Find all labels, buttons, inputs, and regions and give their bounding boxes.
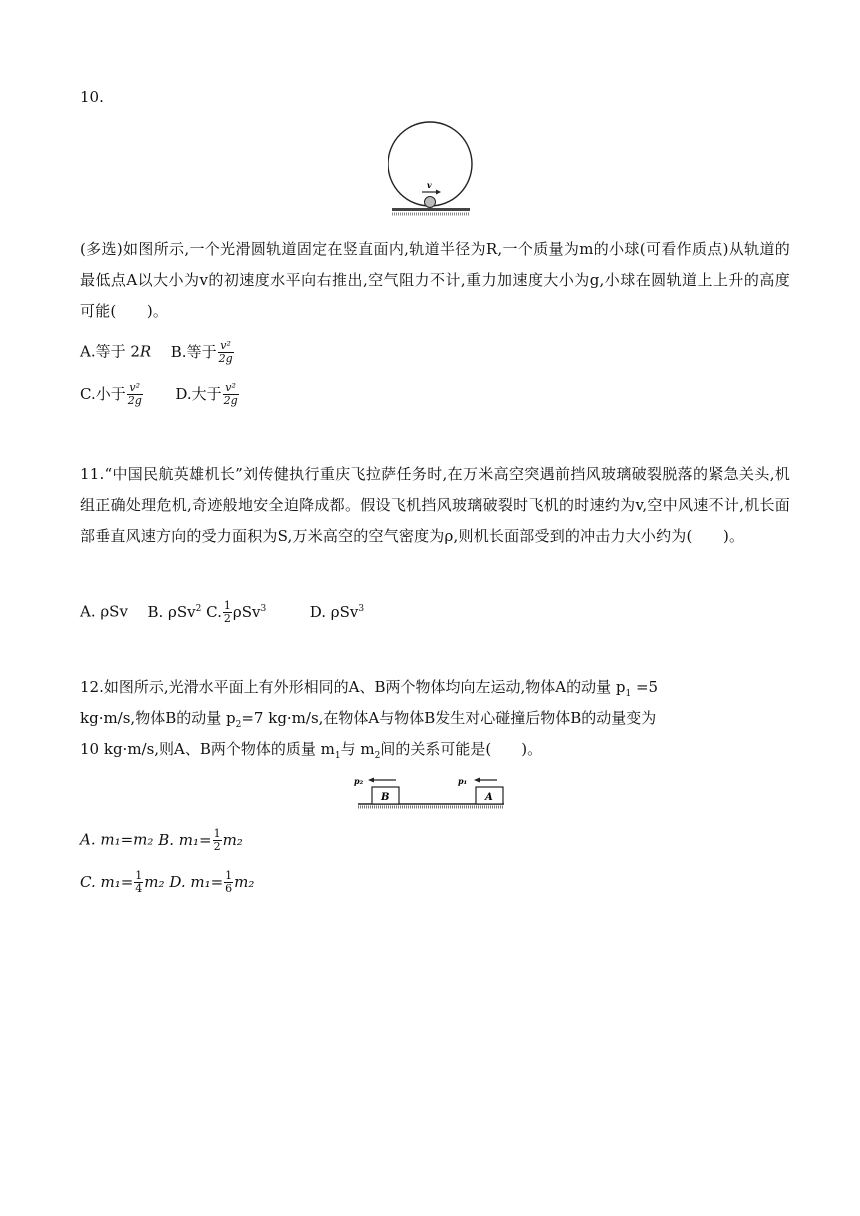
q12-stem-line3: 10 kg·m/s,则A、B两个物体的质量 $m_1$与 $m_2$间的关系可能是( )。	[80, 740, 543, 761]
momentum-p1-label: p₁	[458, 776, 468, 786]
velocity-label: v	[427, 180, 432, 190]
q11-option-b: B. ρSv$^2$	[147, 602, 202, 621]
block-b-label: B	[381, 792, 390, 803]
q12-stem-line1: 12.如图所示,光滑水平面上有外形相同的A、B两个物体均向左运动,物体A的动量 $p_1 =5$	[80, 678, 659, 699]
q10-number: 10.	[80, 88, 104, 106]
q12-figure-blocks	[354, 770, 508, 812]
q11-option-a: A. ρSv	[80, 602, 128, 621]
q10-options-row2	[80, 382, 240, 407]
q11-options	[80, 600, 364, 625]
q12-option-a: A. m₁=m₂	[80, 830, 154, 849]
q12-stem-line2: kg·m/s,物体B的动量 $p_2=7$ kg·m/s,在物体A与物体B发生对心碰撞后物体B的动量变为	[80, 709, 657, 730]
q10-option-d: D.大于 $\frac{\text{v²}}{2g}$	[175, 381, 238, 407]
q10-stem: (多选)如图所示,一个光滑圆轨道固定在竖直面内,轨道半径为R,一个质量为m的小球(可看作质点)从轨道的最低点A以大小为v的初速度水平向右推出,空气阻力不计,重力加速度大小为g,小球在圆轨道上上升的高度可能( )。	[80, 240, 790, 320]
q12-option-b: B. m₁= $\frac{1}{2}$ m₂	[158, 827, 243, 853]
q12-options-row1	[80, 828, 243, 853]
q12-options-row2	[80, 870, 254, 895]
momentum-p2-label: p₂	[354, 776, 364, 786]
q12-option-d: D. m₁= $\frac{1}{6}$ m₂	[169, 869, 255, 895]
q11-option-d: D. ρSv$^3$	[309, 602, 365, 621]
q11-stem: 11.“中国民航英雄机长”刘传健执行重庆飞拉萨任务时,在万米高空突遇前挡风玻璃破裂脱落的紧急关头,机组正确处理危机,奇迹般地安全迫降成都。假设飞机挡风玻璃破裂时飞机的时速约为v,空中风速不计,机长面部垂直风速方向的受力面积为S,万米高空的空气密度为ρ,则机长面部受到的冲击力大小约为( )。	[80, 465, 790, 545]
q10-option-b: B.等于 $\frac{\text{v²}}{2g}$	[170, 339, 233, 365]
q10-option-a: A.等于 2R	[80, 342, 152, 361]
q10-option-c: C.小于 $\frac{\text{v²}}{2g}$	[80, 381, 142, 407]
q12-option-c: C. m₁= $\frac{1}{4}$ m₂	[80, 869, 165, 895]
q11-option-c: C. $\frac{1}{2}$ ρSv$^3$	[206, 599, 267, 625]
q10-options-row1	[80, 340, 235, 365]
q10-figure-circular-track	[388, 120, 482, 220]
block-a-label: A	[485, 792, 493, 803]
